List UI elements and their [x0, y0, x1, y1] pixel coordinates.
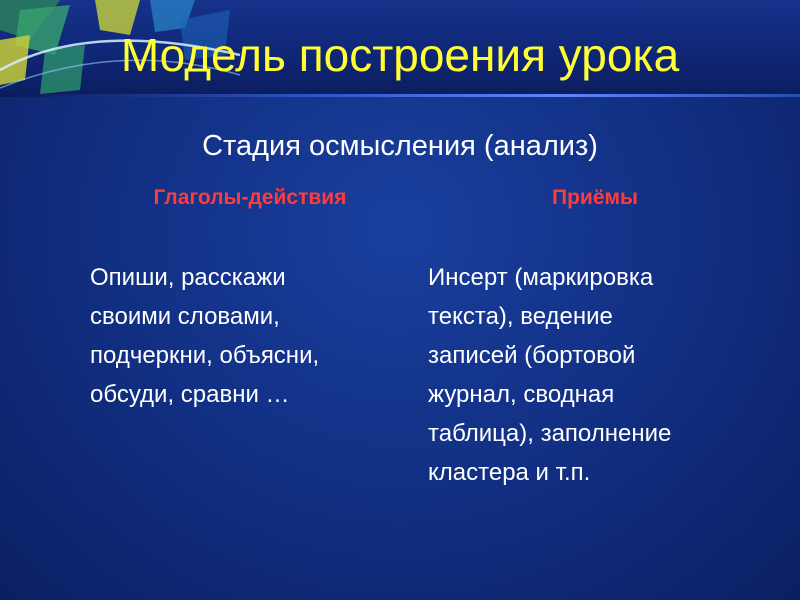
- text-line: своими словами,: [90, 303, 280, 330]
- text-line: Опиши, расскажи: [90, 264, 286, 291]
- slide-subtitle: Стадия осмысления (анализ): [202, 130, 598, 162]
- text-line: таблица), заполнение: [428, 420, 672, 447]
- column-heading-verbs: Глаголы-действия: [153, 186, 347, 209]
- text-line: журнал, сводная: [428, 381, 615, 408]
- header-divider: [0, 94, 800, 97]
- text-line: Инсерт (маркировка: [428, 264, 654, 291]
- slide-title: Модель построения урока: [120, 29, 680, 81]
- text-line: текста), ведение: [428, 303, 613, 330]
- column-text-verbs: [90, 258, 400, 414]
- text-line: записей (бортовой: [428, 342, 636, 369]
- text-line: кластера и т.п.: [428, 459, 591, 486]
- text-line: обсуди, сравни …: [90, 381, 290, 408]
- slide-header: [0, 0, 800, 94]
- column-heading-techniques: Приёмы: [552, 186, 638, 209]
- column-text-techniques: [428, 258, 758, 492]
- text-line: подчеркни, объясни,: [90, 342, 320, 369]
